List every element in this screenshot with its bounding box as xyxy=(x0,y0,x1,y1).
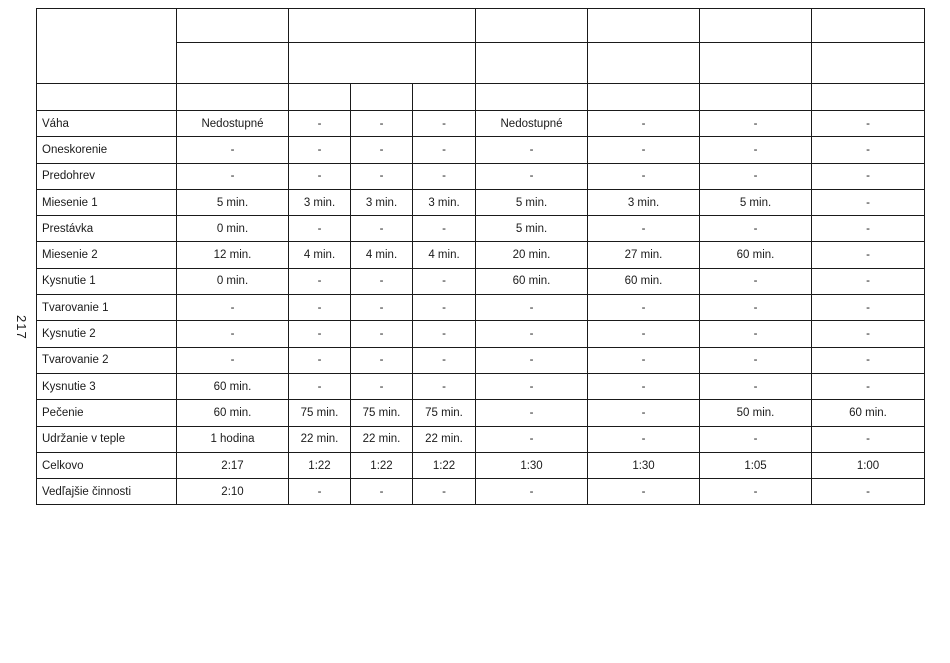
table-cell: - xyxy=(351,321,413,347)
table-cell: - xyxy=(413,137,476,163)
table-row xyxy=(37,216,925,242)
table-cell: 50 min. xyxy=(700,400,812,426)
table-cell: - xyxy=(413,295,476,321)
row-label: Prestávka xyxy=(37,216,177,242)
table-cell: 5 min. xyxy=(700,189,812,215)
table-row xyxy=(37,426,925,452)
table-row xyxy=(37,137,925,163)
table-cell: 4 min. xyxy=(289,242,351,268)
table-cell: 3 min. xyxy=(413,189,476,215)
table-cell: - xyxy=(289,111,351,137)
table-cell: 1:30 xyxy=(588,452,700,478)
table-cell: - xyxy=(289,216,351,242)
table-cell: 5 min. xyxy=(476,189,588,215)
table-cell: - xyxy=(351,373,413,399)
table-cell: 60 min. xyxy=(476,268,588,294)
table-cell: - xyxy=(812,163,925,189)
table-cell: - xyxy=(351,347,413,373)
row-label: Celkovo xyxy=(37,452,177,478)
table-row xyxy=(37,111,925,137)
table-cell: - xyxy=(812,111,925,137)
table-cell: 1:22 xyxy=(351,452,413,478)
table-cell: - xyxy=(351,268,413,294)
table-cell: - xyxy=(476,163,588,189)
header-cell xyxy=(588,84,700,111)
header-cell xyxy=(700,9,812,43)
table-cell: - xyxy=(289,373,351,399)
row-label: Tvarovanie 1 xyxy=(37,295,177,321)
table-cell: - xyxy=(812,189,925,215)
table-cell: 2:17 xyxy=(177,452,289,478)
table-cell: - xyxy=(351,163,413,189)
table-cell: - xyxy=(289,295,351,321)
table-row xyxy=(37,295,925,321)
row-label: Oneskorenie xyxy=(37,137,177,163)
table-cell: 60 min. xyxy=(588,268,700,294)
header-cell xyxy=(413,84,476,111)
table-cell: - xyxy=(588,373,700,399)
table-cell: 12 min. xyxy=(177,242,289,268)
row-label: Pečenie xyxy=(37,400,177,426)
row-label: Kysnutie 3 xyxy=(37,373,177,399)
table-cell: - xyxy=(700,163,812,189)
table-cell: - xyxy=(588,111,700,137)
table-cell: - xyxy=(413,373,476,399)
table-cell: - xyxy=(177,347,289,373)
table-cell: - xyxy=(351,137,413,163)
table-cell: - xyxy=(177,295,289,321)
table-cell: 1:30 xyxy=(476,452,588,478)
table-cell: 1:05 xyxy=(700,452,812,478)
table-row xyxy=(37,242,925,268)
table-row xyxy=(37,347,925,373)
row-label: Kysnutie 1 xyxy=(37,268,177,294)
table-cell: - xyxy=(177,137,289,163)
table-cell: - xyxy=(476,373,588,399)
table-cell: - xyxy=(700,137,812,163)
table-cell: - xyxy=(289,137,351,163)
table-cell: - xyxy=(351,479,413,505)
table-cell: - xyxy=(588,216,700,242)
table-cell: - xyxy=(413,216,476,242)
row-label: Udržanie v teple xyxy=(37,426,177,452)
table-cell: 60 min. xyxy=(177,373,289,399)
header-cell xyxy=(476,9,588,43)
table-cell: - xyxy=(812,347,925,373)
table-cell: - xyxy=(177,321,289,347)
row-label: Kysnutie 2 xyxy=(37,321,177,347)
header-cell xyxy=(812,9,925,43)
table-cell: - xyxy=(476,137,588,163)
table-cell: 27 min. xyxy=(588,242,700,268)
header-cell xyxy=(289,43,476,84)
header-cell xyxy=(588,43,700,84)
table-cell: 4 min. xyxy=(413,242,476,268)
table-cell: 75 min. xyxy=(289,400,351,426)
table-cell: - xyxy=(351,111,413,137)
table-cell: - xyxy=(812,216,925,242)
table-cell: - xyxy=(700,295,812,321)
table-cell: 1:00 xyxy=(812,452,925,478)
table-cell: - xyxy=(413,321,476,347)
table-cell: 3 min. xyxy=(351,189,413,215)
table-row xyxy=(37,452,925,478)
table-cell: 75 min. xyxy=(413,400,476,426)
table-cell: - xyxy=(700,373,812,399)
table-cell: - xyxy=(476,295,588,321)
table-cell: - xyxy=(700,426,812,452)
header-corner-cell xyxy=(37,9,177,84)
table-cell: - xyxy=(413,347,476,373)
header-row-1 xyxy=(37,9,925,43)
table-cell: - xyxy=(588,321,700,347)
row-label: Miesenie 2 xyxy=(37,242,177,268)
table-cell: - xyxy=(812,137,925,163)
table-cell: - xyxy=(812,268,925,294)
header-cell xyxy=(700,84,812,111)
table-cell: 22 min. xyxy=(289,426,351,452)
table-cell: - xyxy=(700,479,812,505)
table-cell: - xyxy=(351,295,413,321)
table-cell: 60 min. xyxy=(700,242,812,268)
table-cell: - xyxy=(476,426,588,452)
table-row xyxy=(37,189,925,215)
table-cell: 3 min. xyxy=(588,189,700,215)
header-cell xyxy=(289,9,476,43)
header-cell xyxy=(289,84,351,111)
table-cell: - xyxy=(588,400,700,426)
table-cell: - xyxy=(700,321,812,347)
table-cell: 0 min. xyxy=(177,216,289,242)
row-label: Váha xyxy=(37,111,177,137)
header-cell xyxy=(812,84,925,111)
table-cell: - xyxy=(289,163,351,189)
row-label: Tvarovanie 2 xyxy=(37,347,177,373)
table-cell: 60 min. xyxy=(812,400,925,426)
table-cell: 75 min. xyxy=(351,400,413,426)
table-cell: - xyxy=(476,400,588,426)
table-cell: 20 min. xyxy=(476,242,588,268)
table-cell: - xyxy=(588,295,700,321)
table-cell: 5 min. xyxy=(476,216,588,242)
table-row xyxy=(37,400,925,426)
table-cell: - xyxy=(413,268,476,294)
row-label: Predohrev xyxy=(37,163,177,189)
table-cell: 4 min. xyxy=(351,242,413,268)
header-cell xyxy=(588,9,700,43)
table-cell: 1:22 xyxy=(289,452,351,478)
table-row xyxy=(37,163,925,189)
table-row xyxy=(37,373,925,399)
header-cell xyxy=(177,84,289,111)
page-number: 217 xyxy=(14,315,29,340)
header-cell xyxy=(700,43,812,84)
table-row xyxy=(37,268,925,294)
table-row xyxy=(37,321,925,347)
table-cell: Nedostupné xyxy=(476,111,588,137)
table-cell: - xyxy=(476,347,588,373)
table-cell: - xyxy=(588,163,700,189)
table-cell: - xyxy=(812,426,925,452)
table-cell: 22 min. xyxy=(351,426,413,452)
table-cell: - xyxy=(700,268,812,294)
table-cell: - xyxy=(700,111,812,137)
table-cell: - xyxy=(413,111,476,137)
table-cell: 2:10 xyxy=(177,479,289,505)
table-cell: - xyxy=(812,373,925,399)
header-cell xyxy=(177,43,289,84)
table-cell: - xyxy=(588,479,700,505)
table-cell: - xyxy=(812,242,925,268)
table-cell: - xyxy=(812,479,925,505)
table-cell: - xyxy=(588,347,700,373)
table-cell: - xyxy=(289,479,351,505)
table-cell: - xyxy=(289,268,351,294)
header-cell xyxy=(37,84,177,111)
row-label: Vedľajšie činnosti xyxy=(37,479,177,505)
table-cell: - xyxy=(812,295,925,321)
table-cell: - xyxy=(812,321,925,347)
table-cell: - xyxy=(476,321,588,347)
row-label: Miesenie 1 xyxy=(37,189,177,215)
table-cell: 3 min. xyxy=(289,189,351,215)
table-cell: 22 min. xyxy=(413,426,476,452)
header-cell xyxy=(351,84,413,111)
table-cell: 1 hodina xyxy=(177,426,289,452)
table-cell: - xyxy=(476,479,588,505)
table-cell: - xyxy=(588,137,700,163)
table-row xyxy=(37,479,925,505)
table-cell: - xyxy=(413,163,476,189)
table-cell: Nedostupné xyxy=(177,111,289,137)
table-cell: - xyxy=(588,426,700,452)
table-cell: - xyxy=(289,321,351,347)
table-cell: 5 min. xyxy=(177,189,289,215)
table-cell: - xyxy=(413,479,476,505)
table-cell: - xyxy=(700,347,812,373)
header-cell xyxy=(476,43,588,84)
header-cell xyxy=(476,84,588,111)
header-cell xyxy=(812,43,925,84)
table-cell: 0 min. xyxy=(177,268,289,294)
table-cell: 60 min. xyxy=(177,400,289,426)
table-cell: - xyxy=(351,216,413,242)
program-table xyxy=(36,8,925,505)
table-cell: - xyxy=(177,163,289,189)
table-body xyxy=(37,9,925,505)
table-cell: 1:22 xyxy=(413,452,476,478)
header-row-3 xyxy=(37,84,925,111)
table-cell: - xyxy=(700,216,812,242)
table-cell: - xyxy=(289,347,351,373)
header-cell xyxy=(177,9,289,43)
